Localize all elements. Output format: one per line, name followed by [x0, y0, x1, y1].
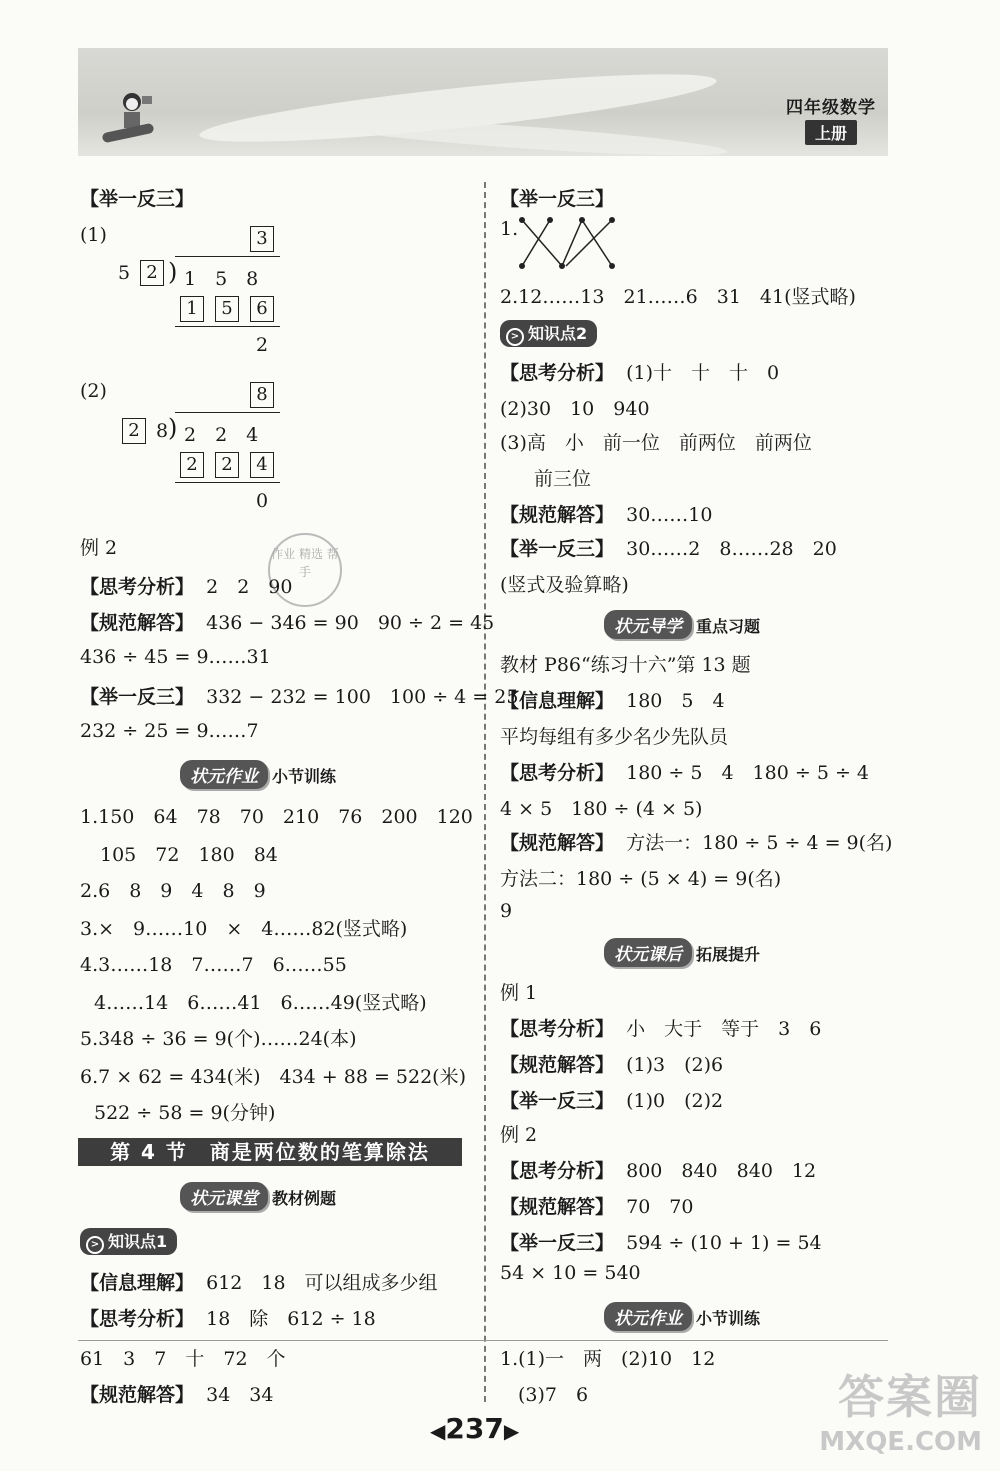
label-sikao: 【思考分析】 [500, 362, 615, 384]
watermark-title: 答案圈 [838, 1370, 982, 1424]
dividend: 1 5 8 [184, 268, 259, 290]
matching-lines-diagram [516, 212, 626, 274]
label-sikao: 【思考分析】 [80, 576, 195, 598]
label-guifan: 【规范解答】 [500, 504, 615, 526]
section-title: 小节训练 [272, 767, 337, 786]
section-logo: 状元课后 [604, 938, 692, 967]
example-label: 例 1 [500, 982, 538, 1004]
section-header: 第 4 节 商是两位数的笔算除法 [78, 1138, 462, 1166]
page-banner [78, 48, 888, 156]
answer-text: (2)30 10 940 [500, 398, 650, 420]
answer-text: (1)0 (2)2 [626, 1090, 724, 1112]
answer-text: 70 70 [626, 1196, 694, 1218]
answer-text: 9 [500, 900, 513, 922]
answer-text: (3)高 小 前一位 前两位 前两位 [500, 432, 812, 454]
answer-text: 436 − 346 = 90 90 ÷ 2 = 45 [206, 612, 495, 634]
answer-text: 小 大于 等于 3 6 [626, 1018, 822, 1040]
section-logo: 状元导学 [604, 610, 692, 639]
division-bar [175, 412, 280, 413]
section-xiaojie-1 [180, 760, 336, 789]
dividend: 2 2 4 [184, 424, 259, 446]
answer-text: 61 3 7 十 72 个 [80, 1348, 286, 1370]
label-jyfs: 【举一反三】 [500, 1090, 615, 1112]
page-number [430, 1412, 519, 1445]
answer-text: 平均每组有多少名少先队员 [500, 726, 729, 748]
knowledge-point-tag [500, 320, 597, 347]
product-box: 5 [215, 296, 239, 322]
section-logo: 状元作业 [180, 760, 268, 789]
section-daoxue [604, 610, 760, 639]
answer-text: 方法二：180 ÷ (5 × 4) = 9(名) [500, 868, 782, 890]
section-title: 小节训练 [696, 1309, 761, 1328]
label-guifan: 【规范解答】 [500, 832, 615, 854]
division-bracket: ) [168, 258, 178, 286]
label-jyfs: 【举一反三】 [500, 538, 615, 560]
product-box: 2 [180, 452, 204, 478]
product-box: 1 [180, 296, 204, 322]
answer-text: 180 ÷ 5 4 180 ÷ 5 ÷ 4 [626, 762, 869, 784]
grade-title: 四年级数学 [786, 98, 876, 118]
exercise-line: 6.7 × 62 = 434(米) 434 + 88 = 522(米) [80, 1066, 467, 1088]
heading-jyfs: 【举一反三】 [80, 188, 195, 210]
divisor-box: 2 [122, 418, 146, 444]
site-watermark [819, 1361, 982, 1457]
answer-text: 30……10 [626, 504, 713, 526]
tag-label: 知识点2 [528, 324, 588, 343]
section-title: 重点习题 [696, 617, 761, 636]
subtract-line [175, 326, 280, 327]
example-label: 例 2 [500, 1124, 538, 1146]
label-sikao: 【思考分析】 [500, 762, 615, 784]
label-xinxi: 【信息理解】 [80, 1272, 195, 1294]
answer-text: 332 − 232 = 100 100 ÷ 4 = 25 [206, 686, 519, 708]
section-title: 拓展提升 [696, 945, 761, 964]
answer-text: (1)3 (2)6 [626, 1054, 724, 1076]
product-box: 6 [250, 296, 274, 322]
arrow-icon: > [506, 328, 524, 346]
label-sikao: 【思考分析】 [80, 1308, 195, 1330]
label-xinxi: 【信息理解】 [500, 690, 615, 712]
exercise-line: 1.150 64 78 70 210 76 200 120 [80, 806, 473, 828]
exercise-line: 522 ÷ 58 = 9(分钟) [94, 1102, 276, 1124]
label-sikao: 【思考分析】 [500, 1160, 615, 1182]
remainder: 0 [256, 490, 269, 512]
student-mascot-icon [98, 88, 158, 148]
answer-text: 方法一：180 ÷ 5 ÷ 4 = 9(名) [626, 832, 893, 854]
label-jyfs: 【举一反三】 [80, 686, 195, 708]
label-guifan: 【规范解答】 [80, 1384, 195, 1406]
division-bracket: ) [168, 414, 178, 442]
exercise-line: 105 72 180 84 [100, 844, 278, 866]
exercise-line: 1.(1)一 两 (2)10 12 [500, 1348, 716, 1370]
answer-text: 30……2 8……28 20 [626, 538, 837, 560]
answer-text: 232 ÷ 25 = 9……7 [80, 720, 259, 742]
book-label [786, 93, 876, 145]
answer-text: 2 2 90 [206, 576, 293, 598]
answer-text: 2.12……13 21……6 31 41(竖式略) [500, 286, 856, 308]
prev-arrow-icon: ◀ [430, 1419, 446, 1443]
exercise-line: 5.348 ÷ 36 = 9(个)……24(本) [80, 1028, 357, 1050]
knowledge-point-tag [80, 1228, 177, 1255]
arrow-icon: > [86, 1236, 104, 1254]
section-logo: 状元课堂 [180, 1182, 268, 1211]
label-guifan: 【规范解答】 [500, 1054, 615, 1076]
answer-text: 594 ÷ (10 + 1) = 54 [626, 1232, 822, 1254]
part-label: (2) [80, 380, 107, 402]
quotient-box: 8 [250, 382, 274, 408]
question-number: 1. [500, 218, 519, 240]
section-xiaojie-2 [604, 1302, 760, 1331]
product-box: 4 [250, 452, 274, 478]
answer-text: (竖式及验算略) [500, 574, 629, 596]
exercise-line: 4……14 6……41 6……49(竖式略) [94, 992, 427, 1014]
answer-text: 800 840 840 12 [626, 1160, 817, 1182]
section-title: 教材例题 [272, 1189, 337, 1208]
volume-badge: 上册 [805, 120, 857, 145]
tag-label: 知识点1 [108, 1232, 168, 1251]
heading-jyfs: 【举一反三】 [500, 188, 615, 210]
part-label: (1) [80, 224, 107, 246]
page-number-text: 237 [445, 1412, 504, 1445]
watermark-url: MXQE.COM [819, 1427, 982, 1457]
answer-text: 54 × 10 = 540 [500, 1262, 641, 1284]
answer-text: 180 5 4 [626, 690, 725, 712]
exercise-line: (3)7 6 [518, 1384, 589, 1406]
section-logo: 状元作业 [604, 1302, 692, 1331]
answer-text: 612 18 可以组成多少组 [206, 1272, 438, 1294]
section-kehou [604, 938, 760, 967]
divisor-digit: 5 [118, 262, 131, 284]
answer-text: (1)十 十 十 0 [626, 362, 780, 384]
answer-text: 前三位 [534, 468, 592, 490]
stamp-text: 作业 精选 帮手 [271, 547, 339, 579]
product-box: 2 [215, 452, 239, 478]
section-ketang [180, 1182, 336, 1211]
remainder: 2 [256, 334, 269, 356]
division-bar [175, 256, 280, 257]
example-label: 例 2 [80, 537, 118, 559]
column-divider [484, 182, 486, 1402]
divisor-box: 2 [140, 260, 164, 286]
quotient-box: 3 [250, 226, 274, 252]
label-jyfs: 【举一反三】 [500, 1232, 615, 1254]
footer-rule [78, 1340, 888, 1341]
label-sikao: 【思考分析】 [500, 1018, 615, 1040]
answer-text: 4 × 5 180 ÷ (4 × 5) [500, 798, 703, 820]
answer-text: 34 34 [206, 1384, 274, 1406]
answer-text: 教材 P86“练习十六”第 13 题 [500, 654, 751, 676]
exercise-line: 2.6 8 9 4 8 9 [80, 880, 266, 902]
exercise-line: 4.3……18 7……7 6……55 [80, 954, 347, 976]
exercise-line: 3.× 9……10 × 4……82(竖式略) [80, 918, 408, 940]
next-arrow-icon: ▶ [503, 1419, 520, 1443]
label-guifan: 【规范解答】 [500, 1196, 615, 1218]
answer-text: 18 除 612 ÷ 18 [206, 1308, 376, 1330]
label-guifan: 【规范解答】 [80, 612, 195, 634]
answer-text: 436 ÷ 45 = 9……31 [80, 646, 271, 668]
divisor-digit: 8 [156, 420, 169, 442]
subtract-line [175, 482, 280, 483]
